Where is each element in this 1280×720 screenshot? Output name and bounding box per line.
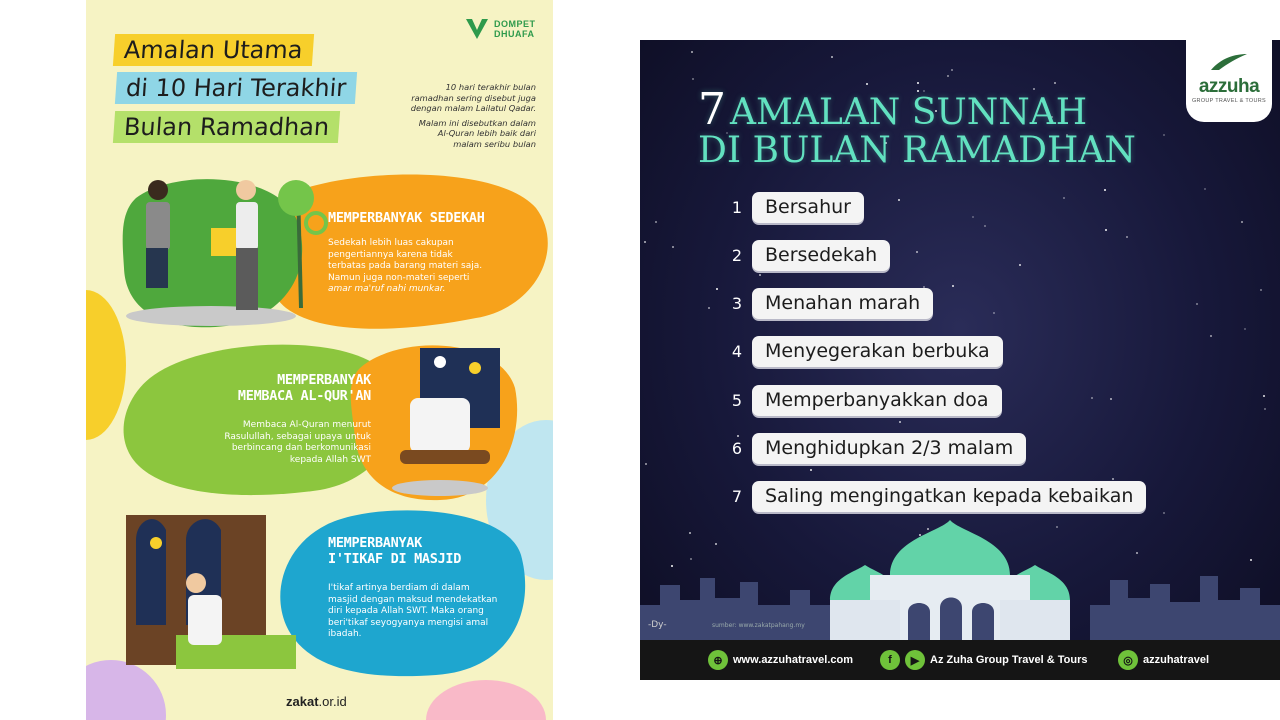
star (898, 199, 900, 201)
itikaf-title-line1: MEMPERBANYAK (328, 535, 422, 551)
amalan-item-5: Memperbanyakkan doa (752, 385, 1002, 416)
brand-line2: DHUAFA (494, 29, 535, 39)
footer-instagram-group[interactable] (1118, 650, 1209, 670)
amalan-item-6: Menghidupkan 2/3 malam (752, 433, 1026, 464)
star (810, 469, 812, 471)
poster-title-line-2: di 10 Hari Terakhir (115, 72, 357, 104)
amalan-number-1: 1 (731, 198, 743, 217)
star (1163, 134, 1165, 136)
star (1112, 478, 1114, 480)
azzuha-poster (640, 40, 1280, 680)
amalan-item-2: Bersedekah (752, 240, 890, 271)
quran-title-line2: MEMBACA AL-QUR'AN (237, 388, 371, 404)
footer-website-rest: .or.id (318, 694, 347, 709)
azzuha-logo-badge (1186, 40, 1272, 122)
star (1260, 289, 1262, 291)
azzuha-title-number: 7 (698, 84, 726, 135)
amalan-item-7: Saling mengingatkan kepada kebaikan (752, 481, 1146, 512)
dompet-dhuafa-logo (464, 16, 536, 42)
youtube-icon: ▶ (905, 650, 925, 670)
footer-instagram-text: azzuhatravel (1143, 654, 1210, 666)
star (831, 56, 833, 58)
section-sedekah-body (328, 238, 483, 296)
section-itikaf-title (328, 535, 461, 567)
amalan-number-4: 4 (731, 342, 743, 361)
sedekah-body-italic: amar ma'ruf nahi munkar. (328, 284, 446, 295)
poster-footer-website (286, 694, 347, 709)
azzuha-title-line-1 (698, 84, 1087, 135)
amalan-number-7: 7 (731, 487, 743, 506)
star (645, 463, 647, 465)
footer-social-text: Az Zuha Group Travel & Tours (930, 654, 1088, 666)
poster-title-line-3: Bulan Ramadhan (113, 111, 340, 143)
section-quran-title (211, 372, 371, 404)
brand-line1: DOMPET (494, 19, 536, 29)
star (993, 312, 995, 314)
instagram-icon: ◎ (1118, 650, 1138, 670)
star (1104, 189, 1106, 191)
star (1105, 229, 1107, 231)
deco-circle-pink (426, 680, 546, 720)
intro-paragraph-1: 10 hari terakhir bulan ramadhan sering disebut juga dengan malam Lailatul Qadar. (410, 82, 536, 113)
amalan-number-5: 5 (731, 391, 743, 410)
amalan-number-2: 2 (731, 246, 743, 265)
star (1019, 264, 1021, 266)
star (947, 75, 949, 77)
azzuha-footer-bar (640, 640, 1280, 680)
footer-website-group[interactable] (708, 650, 853, 670)
azzuha-title-line-2: DI BULAN RAMADHAN (698, 130, 1136, 171)
star (1196, 303, 1198, 305)
mosque-silhouette (640, 510, 1280, 640)
sedekah-body-text: Sedekah lebih luas cakupan pengertiannya karena tidak terbatas pada barang materi saja. Namun juga non-materi seperti (328, 238, 483, 283)
amalan-item-4: Menyegerakan berbuka (752, 336, 1003, 367)
facebook-icon: f (880, 650, 900, 670)
star (1210, 335, 1212, 337)
star (984, 225, 986, 227)
star (1063, 197, 1065, 199)
footer-website-bold: zakat (286, 694, 319, 709)
star (1244, 328, 1246, 330)
section-quran-body: Membaca Al-Quran menurut Rasulullah, sebagai upaya untuk berbincang dan berkomunikasi kepada Allah SWT (224, 420, 371, 465)
star (759, 274, 761, 276)
star (1263, 395, 1265, 397)
star (1110, 398, 1112, 400)
star (737, 435, 739, 437)
footer-website-text: www.azzuhatravel.com (733, 654, 854, 666)
amalan-number-3: 3 (731, 294, 743, 313)
star (916, 251, 918, 253)
section-sedekah-title: MEMPERBANYAK SEDEKAH (328, 210, 485, 226)
star (899, 421, 901, 423)
designer-tag: -Dy- (648, 620, 667, 630)
star (672, 246, 674, 248)
azzuha-logo-icon (1209, 52, 1249, 72)
dompet-dhuafa-poster (86, 0, 553, 720)
star (972, 216, 974, 218)
intro-paragraph-2: Malam ini disebutkan dalam Al-Quran lebih baik dari malam seribu bulan (418, 117, 536, 149)
section-itikaf-body: I'tikaf artinya berdiam di dalam masjid dengan maksud mendekatkan diri kepada Allah SWT. Maka orang beri'tikaf seyogyanya mengisi amal ibadah. (328, 583, 498, 640)
amalan-item-1: Bersahur (752, 192, 864, 223)
globe-icon: ⊕ (708, 650, 728, 670)
azzuha-title-text-1: AMALAN SUNNAH (730, 92, 1088, 133)
amalan-number-6: 6 (731, 439, 743, 458)
star (1204, 188, 1206, 190)
azzuha-logo-sub: GROUP TRAVEL & TOURS (1191, 98, 1267, 104)
footer-social-group[interactable] (880, 650, 1087, 670)
itikaf-title-line2: I'TIKAF DI MASJID (328, 551, 462, 567)
intro-text (408, 82, 536, 149)
quran-title-line1: MEMPERBANYAK (277, 372, 371, 388)
star (716, 288, 718, 290)
star (644, 241, 646, 243)
star (1264, 408, 1266, 410)
star (1126, 236, 1128, 238)
star (692, 78, 694, 80)
star (788, 416, 790, 418)
dompet-dhuafa-logo-icon (464, 16, 490, 42)
star (1241, 221, 1243, 223)
star (708, 307, 710, 309)
azzuha-logo-name: azzuha (1198, 76, 1260, 97)
poster-title-line-1: Amalan Utama (113, 34, 314, 66)
star (691, 51, 693, 53)
star (952, 285, 954, 287)
source-credit: sumber: www.zakatpahang.my (712, 622, 805, 629)
amalan-item-3: Menahan marah (752, 288, 933, 319)
star (655, 221, 657, 223)
star (951, 69, 953, 71)
star (1091, 397, 1093, 399)
